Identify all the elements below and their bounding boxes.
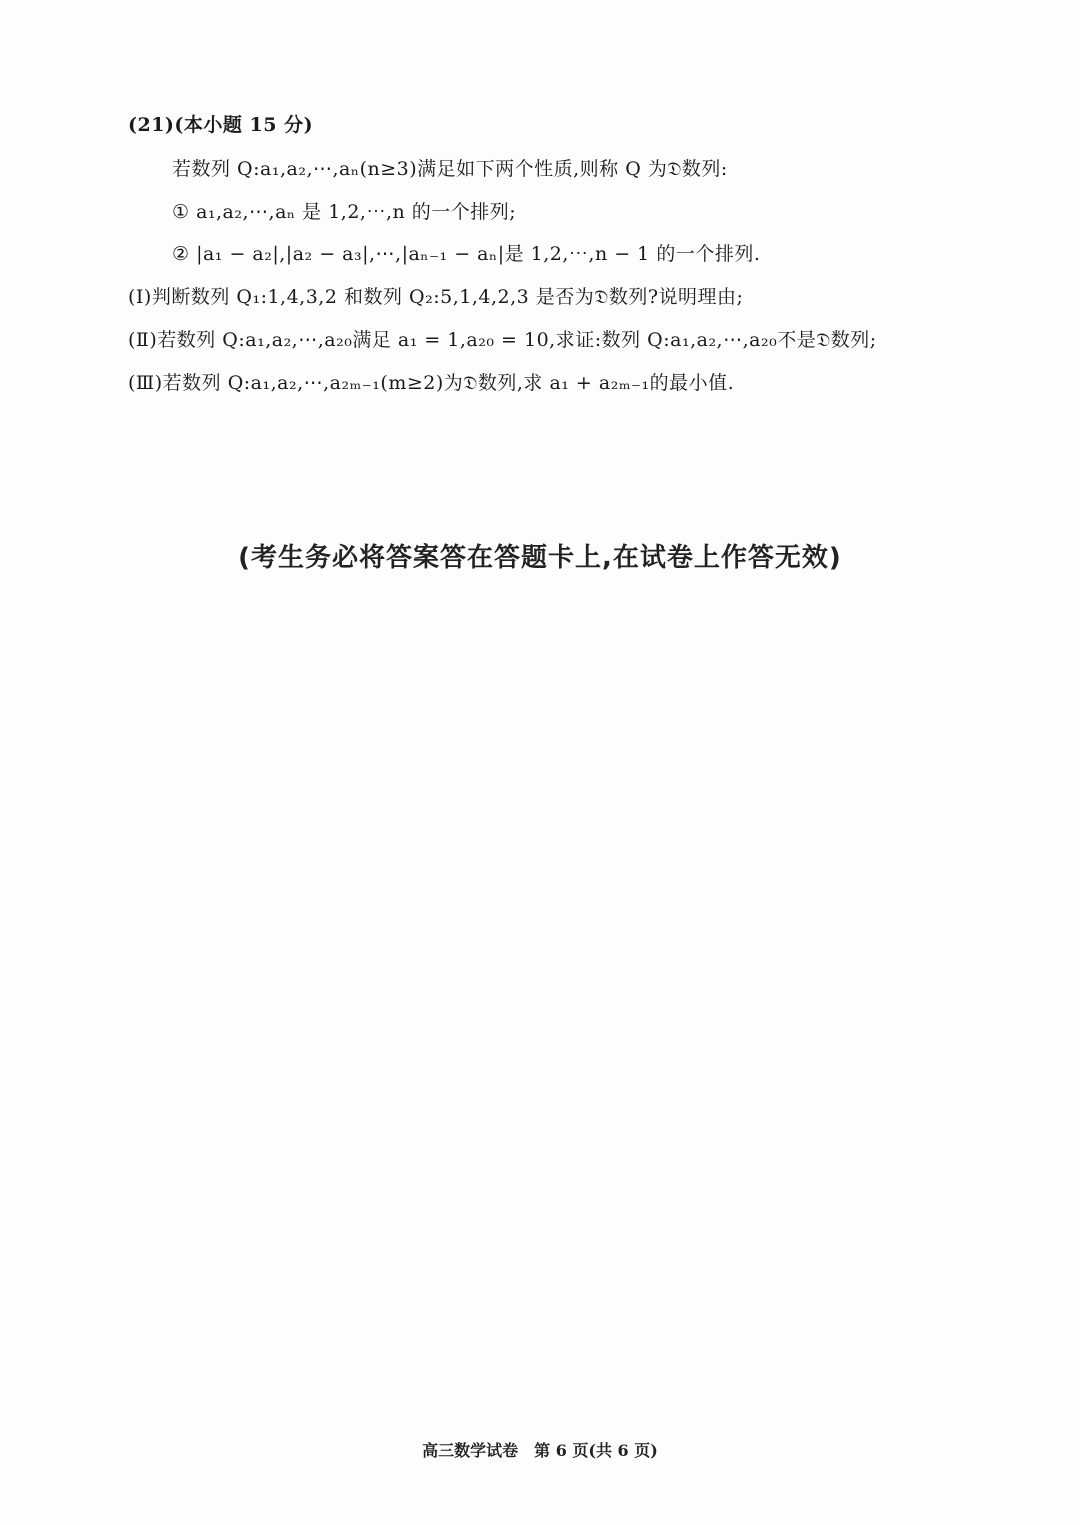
- question-intro: 若数列 Q:a₁,a₂,⋯,aₙ(n≥3)满足如下两个性质,则称 Q 为𝔇数列:: [172, 158, 728, 180]
- part-1: (Ⅰ)判断数列 Q₁:1,4,3,2 和数列 Q₂:5,1,4,2,3 是否为𝔇数列?说明理由;: [128, 286, 744, 308]
- part-2: (Ⅱ)若数列 Q:a₁,a₂,⋯,a₂₀满足 a₁ = 1,a₂₀ = 10,求证:数列 Q:a₁,a₂,⋯,a₂₀不是𝔇数列;: [128, 329, 877, 351]
- property-2: ② |a₁ − a₂|,|a₂ − a₃|,⋯,|aₙ₋₁ − aₙ|是 1,2,⋯,n − 1 的一个排列.: [172, 243, 761, 265]
- property-1: ① a₁,a₂,⋯,aₙ 是 1,2,⋯,n 的一个排列;: [172, 201, 517, 223]
- answer-sheet-notice: (考生务必将答案答在答题卡上,在试卷上作答无效): [238, 543, 842, 573]
- question-header: (21)(本小题 15 分): [128, 114, 314, 136]
- page-footer: 高三数学试卷 第 6 页(共 6 页): [422, 1441, 658, 1460]
- part-3: (Ⅲ)若数列 Q:a₁,a₂,⋯,a₂ₘ₋₁(m≥2)为𝔇数列,求 a₁ + a₂ₘ₋₁的最小值.: [128, 372, 735, 394]
